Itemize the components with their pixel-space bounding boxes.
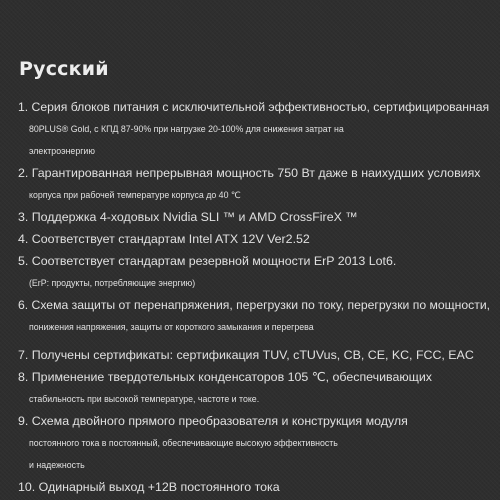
document-page	[18, 58, 496, 498]
list-item-line: постоянного тока в постоянный, обеспечивающие высокую эффективность	[29, 438, 338, 448]
list-item-line: 2. Гарантированная непрерывная мощность 750 Вт даже в наихудших условиях	[18, 166, 481, 180]
list-item-line: стабильность при высокой температуре, частоте и токе.	[29, 394, 260, 404]
list-item-line: 3. Поддержка 4-ходовых Nvidia SLI ™ и AMD CrossFireX ™	[18, 210, 358, 224]
list-item	[18, 250, 496, 294]
list-item-line: (ErP: продукты, потребляющие энергию)	[29, 278, 196, 288]
list-item-line: электроэнергию	[29, 146, 95, 156]
list-item	[18, 344, 496, 366]
list-item-line: 7. Получены сертификаты: сертификация TUV, cTUVus, CB, CE, KC, FCC, EAC	[18, 348, 474, 362]
list-item	[18, 96, 496, 162]
list-item-line: 6. Схема защиты от перенапряжения, перегрузки по току, перегрузки по мощности,	[18, 298, 491, 312]
list-item-line: корпуса при рабочей температуре корпуса до 40 ℃	[29, 190, 241, 200]
list-item-line: 1. Серия блоков питания с исключительной эффективностью, сертифицированная	[18, 100, 490, 114]
page-title: Русский	[19, 58, 109, 80]
list-item	[18, 366, 496, 410]
list-item-line: 10. Одинарный выход +12В постоянного тока	[18, 480, 280, 494]
list-item-line: 8. Применение твердотельных конденсаторов 105 ℃, обеспечивающих	[18, 370, 432, 384]
list-item-line: 4. Соответствует стандартам Intel ATX 12V Ver2.52	[18, 232, 310, 246]
list-item-line: понижения напряжения, защиты от короткого замыкания и перегрева	[29, 322, 314, 332]
list-item	[18, 294, 496, 338]
list-item	[18, 162, 496, 206]
list-item-line: и надежность	[29, 460, 85, 470]
feature-list	[18, 96, 496, 498]
list-item	[18, 206, 496, 228]
list-item	[18, 410, 496, 476]
list-item	[18, 476, 496, 498]
list-item	[18, 228, 496, 250]
list-item-line: 5. Соответствует стандартам резервной мощности ErP 2013 Lot6.	[18, 254, 397, 268]
list-item-line: 80PLUS® Gold, с КПД 87-90% при нагрузке 20-100% для снижения затрат на	[29, 124, 344, 134]
list-item-line: 9. Схема двойного прямого преобразователя и конструкция модуля	[18, 414, 408, 428]
